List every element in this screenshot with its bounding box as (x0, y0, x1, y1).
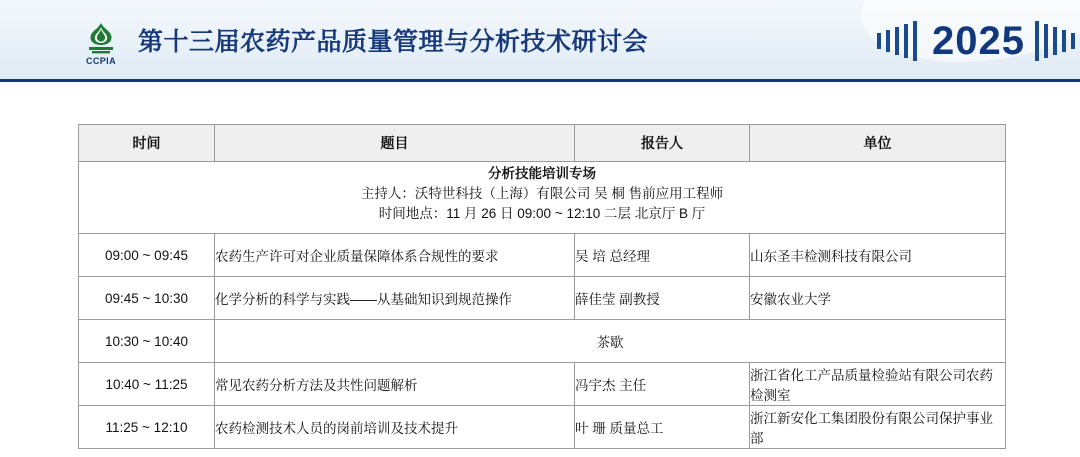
session-host: 主持人：沃特世科技（上海）有限公司 吴 桐 售前应用工程师 (79, 182, 1006, 202)
session-time-place: 时间地点：11 月 26 日 09:00 ~ 12:10 二层 北京厅 B 厅 (79, 202, 1006, 234)
session-timeplace-row (79, 202, 1006, 234)
session-schedule-table (78, 124, 1006, 449)
column-header-org: 单位 (750, 125, 1006, 162)
stripes-right-icon (1035, 21, 1080, 61)
cell-topic: 农药检测技术人员的岗前培训及技术提升 (215, 406, 575, 449)
cell-speaker: 吴 培 总经理 (575, 234, 750, 277)
schedule-rows (79, 234, 1006, 449)
column-header-time: 时间 (79, 125, 215, 162)
year-badge (877, 0, 1080, 82)
cell-break-label: 茶歇 (215, 320, 1006, 363)
table-row (79, 406, 1006, 449)
cell-time: 09:00 ~ 09:45 (79, 234, 215, 277)
cell-org: 浙江新安化工集团股份有限公司保护事业部 (750, 406, 1006, 449)
cell-speaker: 冯宇杰 主任 (575, 363, 750, 406)
table-header-row (79, 125, 1006, 162)
table-row (79, 234, 1006, 277)
year-text: 2025 (932, 19, 1025, 63)
leaf-emblem-icon (81, 21, 121, 55)
cell-time: 11:25 ~ 12:10 (79, 406, 215, 449)
column-header-speaker: 报告人 (575, 125, 750, 162)
table-row (79, 277, 1006, 320)
session-title: 分析技能培训专场 (79, 162, 1006, 183)
column-header-topic: 题目 (215, 125, 575, 162)
logo-text: CCPIA (85, 55, 116, 66)
cell-time: 10:40 ~ 11:25 (79, 363, 215, 406)
session-host-row (79, 182, 1006, 202)
cell-topic: 化学分析的科学与实践——从基础知识到规范操作 (215, 277, 575, 320)
cell-topic: 常见农药分析方法及共性问题解析 (215, 363, 575, 406)
page-header (0, 0, 1080, 82)
cell-speaker: 叶 珊 质量总工 (575, 406, 750, 449)
cell-speaker: 薛佳莹 副教授 (575, 277, 750, 320)
cell-org: 安徽农业大学 (750, 277, 1006, 320)
cell-time: 09:45 ~ 10:30 (79, 277, 215, 320)
ccpia-logo (78, 14, 124, 66)
cell-org: 浙江省化工产品质量检验站有限公司农药检测室 (750, 363, 1006, 406)
table-row-break (79, 320, 1006, 363)
main-content (0, 82, 1080, 449)
cell-time: 10:30 ~ 10:40 (79, 320, 215, 363)
stripes-left-icon (877, 21, 922, 61)
session-title-row (79, 162, 1006, 183)
cell-org: 山东圣丰检测科技有限公司 (750, 234, 1006, 277)
conference-title: 第十三届农药产品质量管理与分析技术研讨会 (138, 27, 649, 56)
cell-topic: 农药生产许可对企业质量保障体系合规性的要求 (215, 234, 575, 277)
table-row (79, 363, 1006, 406)
